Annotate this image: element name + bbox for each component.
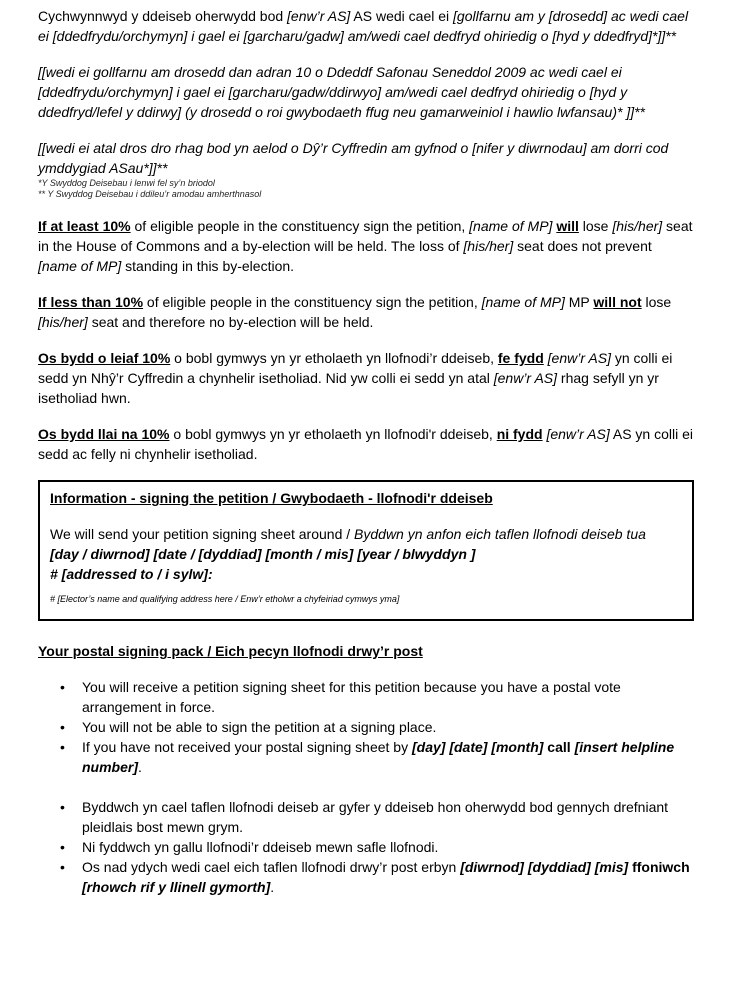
text: AS yn colli ei sedd ac felly ni chynhelir isetholiad. <box>38 426 694 462</box>
text: seat and therefore no by-election will be held. <box>87 314 374 330</box>
emphasis: Os bydd llai na 10% <box>38 426 170 442</box>
list-item <box>82 797 694 837</box>
text: You will receive a petition signing sheet for this petition because you have a postal vote arrangement in force. <box>82 679 621 715</box>
text: If you have not received your postal signing sheet by <box>82 739 412 755</box>
text: seat does not prevent <box>513 238 652 254</box>
send-sheet-line <box>50 524 682 544</box>
text: AS wedi cael ei <box>350 8 454 24</box>
placeholder: [insert helpline number] <box>82 739 675 775</box>
os-bydd-llai-paragraph <box>38 424 694 464</box>
text: lose <box>641 294 672 310</box>
footnotes <box>38 178 694 200</box>
placeholder: [name of MP] <box>481 294 565 310</box>
list-item <box>82 737 694 777</box>
addressed-to-line: # [addressed to / i sylw]: <box>50 566 213 582</box>
text: Os nad ydych wedi cael eich taflen llofnodi drwy’r post erbyn <box>82 859 461 875</box>
text: We will send your petition signing sheet around / <box>50 526 355 542</box>
information-box-title: Information - signing the petition / Gwybodaeth - llofnodi'r ddeiseb <box>50 490 493 506</box>
placeholder: [his/her] <box>38 314 88 330</box>
emphasis: If less than 10% <box>38 294 144 310</box>
petition-reason-paragraph <box>38 6 694 46</box>
text: . <box>138 759 142 775</box>
text: ffoniwch <box>628 859 690 875</box>
emphasis: fe fydd <box>497 350 544 366</box>
text: o bobl gymwys yn yr etholaeth yn llofnodi'r ddeiseb, <box>169 426 497 442</box>
at-least-10-paragraph <box>38 216 694 276</box>
suspension-paragraph <box>38 138 694 178</box>
less-than-10-paragraph <box>38 292 694 332</box>
text: Cychwynnwyd y ddeiseb oherwydd bod <box>38 8 288 24</box>
emphasis: will <box>556 218 579 234</box>
text: lose <box>578 218 613 234</box>
placeholder: [diwrnod] [dyddiad] [mis] <box>460 859 629 875</box>
text: o bobl gymwys yn yr etholaeth yn llofnodi’r ddeiseb, <box>170 350 498 366</box>
text: . <box>270 879 275 895</box>
spacer <box>38 777 694 797</box>
emphasis: Os bydd o leiaf 10% <box>38 350 171 366</box>
placeholder: [day] [date] [month] <box>411 739 544 755</box>
emphasis: If at least 10% <box>38 218 131 234</box>
list-item <box>82 677 694 717</box>
text: Byddwch yn cael taflen llofnodi deiseb ar gyfer y ddeiseb hon oherwydd bod gennych drefniant pleidlais bost mewn grym. <box>82 799 669 835</box>
placeholder: [name of MP] <box>469 218 553 234</box>
placeholder: [enw’r AS] <box>546 426 610 442</box>
date-placeholder-line: [day / diwrnod] [date / [dyddiad] [month / mis] [year / blwyddyn ] <box>50 546 476 562</box>
emphasis: ni fydd <box>496 426 543 442</box>
text: of eligible people in the constituency sign the petition, <box>143 294 482 310</box>
list-item <box>82 837 694 857</box>
postal-pack-title: Your postal signing pack / Eich pecyn llofnodi drwy’r post <box>38 643 423 659</box>
text: of eligible people in the constituency sign the petition, <box>130 218 470 234</box>
text: MP <box>564 294 594 310</box>
placeholder-offence: [[wedi ei gollfarnu am drosedd dan adran 10 o Ddeddf Safonau Seneddol 2009 ac wedi cael ei [ddedfrydu/orchymyn] i gael ei [garcharu/gadw/ddirwyo] am/wedi cael dedfryd ohiriedig o [hyd y ddedfryd/lefel y ddirwy] (y drosedd o roi gwybodaeth ffug neu gamarweiniol i hawlio lwfansau)* ]]** <box>38 64 645 120</box>
placeholder-suspension: [[wedi ei atal dros dro rhag bod yn aelod o Dŷ’r Cyffredin am gyfnod o [nifer y diwrnodau] am dorri cod ymddygiad ASau*]]** <box>38 140 669 176</box>
os-bydd-leiaf-paragraph <box>38 348 694 408</box>
postal-cy-list <box>38 797 694 897</box>
text: yn colli ei sedd yn Nhŷ’r Cyffredin a chynhelir isetholiad. Nid yw colli ei sedd yn atal <box>38 350 673 386</box>
placeholder: [enw’r AS] <box>547 350 611 366</box>
elector-note: # [Elector’s name and qualifying address here / Enw’r etholwr a chyfeiriad cymwys yma] <box>50 594 400 604</box>
footnote-2: ** Y Swyddog Deisebau i ddileu’r amodau amherthnasol <box>38 189 262 199</box>
text: call <box>543 739 575 755</box>
placeholder: [his/her] <box>463 238 514 254</box>
postal-en-list <box>38 677 694 777</box>
emphasis: will not <box>593 294 642 310</box>
placeholder: [rhowch rif y llinell gymorth] <box>82 879 271 895</box>
placeholder-mp-name: [enw’r AS] <box>287 8 351 24</box>
offence-section10-paragraph <box>38 62 694 122</box>
text: seat in the House of Commons and a by-election will be held. The loss of <box>38 218 693 254</box>
placeholder: [name of MP] <box>38 258 122 274</box>
text: You will not be able to sign the petition at a signing place. <box>82 719 437 735</box>
placeholder: [enw’r AS] <box>493 370 558 386</box>
text: Ni fyddwch yn gallu llofnodi’r ddeiseb mewn safle llofnodi. <box>82 839 439 855</box>
placeholder: [his/her] <box>612 218 663 234</box>
information-box <box>38 480 694 621</box>
list-item <box>82 857 694 897</box>
text: rhag sefyll yn yr isetholiad hwn. <box>38 370 659 406</box>
text: standing in this by-election. <box>121 258 295 274</box>
placeholder-conviction: [gollfarnu am y [drosedd] ac wedi cael ei [ddedfrydu/orchymyn] i gael ei [garcharu/gadw] am/wedi cael dedfryd ohiriedig o [hyd y ddedfryd]*]]** <box>38 8 689 44</box>
text: Byddwn yn anfon eich taflen llofnodi deiseb tua <box>354 526 646 542</box>
list-item <box>82 717 694 737</box>
footnote-1: *Y Swyddog Deisebau i lenwi fel sy’n briodol <box>38 178 215 188</box>
